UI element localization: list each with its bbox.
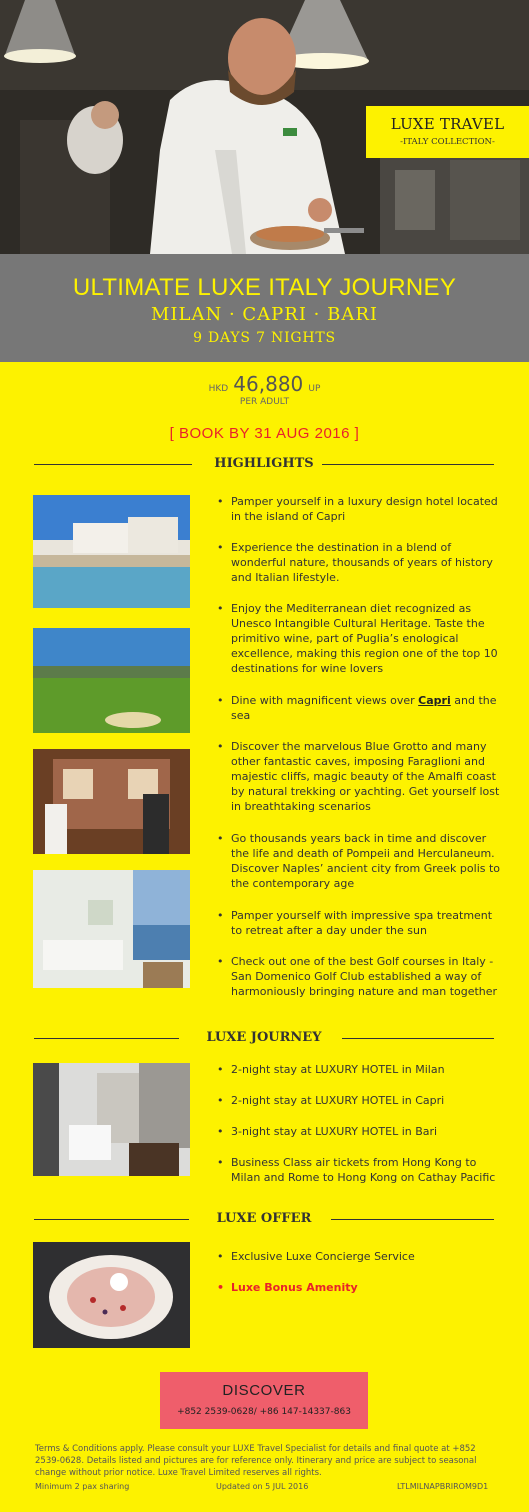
item-text: Dine with magnificent views over	[231, 694, 419, 707]
wine-cellar-image	[33, 749, 190, 854]
brand-subtitle: -ITALY COLLECTION-	[400, 137, 495, 147]
contact-phones: +852 2539-0628/ +86 147-14337-863	[177, 1407, 351, 1417]
list-item: • Exclusive Luxe Concierge Service	[217, 1249, 502, 1264]
price-currency: HKD	[208, 384, 229, 394]
divider	[322, 464, 494, 465]
min-pax: Minimum 2 pax sharing	[35, 1482, 130, 1491]
highlights-heading-label: HIGHLIGHTS	[214, 456, 314, 471]
brand-title: LUXE TRAVEL	[390, 115, 505, 133]
divider	[342, 1038, 494, 1039]
capri-link[interactable]: Capri	[418, 694, 451, 707]
journey-heading	[34, 1030, 494, 1046]
booking-deadline: [ BOOK BY 31 AUG 2016 ]	[169, 425, 360, 442]
carpaccio-dish-image	[33, 1242, 190, 1348]
list-item: • 2-night stay at LUXURY HOTEL in Capri	[217, 1093, 502, 1108]
terms-text: Terms & Conditions apply. Please consult your LUXE Travel Specialist for details and final quote at +852 2539-0628. Details listed and pictures are for reference only. Itinerary and price are subject to seasonal change without prior notice. Luxe Travel Limited reserves all rights.	[35, 1444, 477, 1478]
hotel-pool-image	[33, 495, 190, 608]
title-band	[0, 254, 529, 362]
journey-duration: 9 DAYS 7 NIGHTS	[193, 330, 336, 346]
list-item: • Business Class air tickets from Hong Kong to Milan and Rome to Hong Kong on Cathay Pacific	[217, 1155, 502, 1185]
list-item: • Discover the marvelous Blue Grotto and many other fantastic caves, imposing Faraglioni and majestic cliffs, magic beauty of the Amalfi coast by natural trekking or yachting. Get yourself lost in breathtaking scenarios	[217, 739, 502, 814]
list-item: • Experience the destination in a blend of wonderful nature, thousands of years of history and Italian lifestyle.	[217, 540, 502, 585]
golf-course-image	[33, 628, 190, 733]
offer-heading	[34, 1211, 494, 1227]
price-amount: 46,880	[233, 372, 304, 396]
updated-date: Updated on 5 JUL 2016	[216, 1482, 309, 1491]
price	[0, 372, 529, 396]
list-item: • 3-night stay at LUXURY HOTEL in Bari	[217, 1124, 502, 1139]
list-item: • Luxe Bonus Amenity	[217, 1280, 502, 1295]
journey-heading-label: LUXE JOURNEY	[206, 1030, 322, 1045]
price-suffix: UP	[308, 384, 321, 394]
journey-cities: MILAN · CAPRI · BARI	[150, 304, 378, 325]
highlights-heading	[34, 456, 494, 472]
list-item	[217, 693, 502, 723]
discover-label[interactable]: DISCOVER	[222, 1382, 306, 1399]
list-item: • Enjoy the Mediterranean diet recognized as Unesco Intangible Cultural Heritage. Taste the primitivo wine, part of Puglia’s enological excellence, making this region one of the top 10 destinations for wine lovers	[217, 601, 502, 676]
discover-button[interactable]	[160, 1372, 368, 1429]
item-text: and the sea	[231, 694, 497, 722]
list-item: • 2-night stay at LUXURY HOTEL in Milan	[217, 1062, 502, 1077]
brand-box	[366, 106, 529, 158]
journey-title: ULTIMATE LUXE ITALY JOURNEY	[72, 274, 457, 301]
product-code: LTLMILNAPBRIROM9D1	[397, 1482, 489, 1491]
offer-heading-label: LUXE OFFER	[216, 1211, 312, 1226]
hotel-room-image	[33, 870, 190, 988]
divider	[331, 1219, 494, 1220]
hotel-interior-image	[33, 1063, 190, 1176]
list-item: • Check out one of the best Golf courses in Italy -San Domenico Golf Club established a way of harmoniously bringing nature and man together	[217, 954, 502, 999]
hero-banner	[0, 0, 529, 254]
price-per: PER ADULT	[239, 397, 290, 407]
list-item: • Go thousands years back in time and discover the life and death of Pompeii and Herculaneum. Discover Naples’ ancient city from Greek polis to the contemporary age	[217, 831, 502, 891]
list-item: • Pamper yourself with impressive spa treatment to retreat after a day under the sun	[217, 908, 502, 938]
list-item: • Pamper yourself in a luxury design hotel located in the island of Capri	[217, 494, 502, 524]
